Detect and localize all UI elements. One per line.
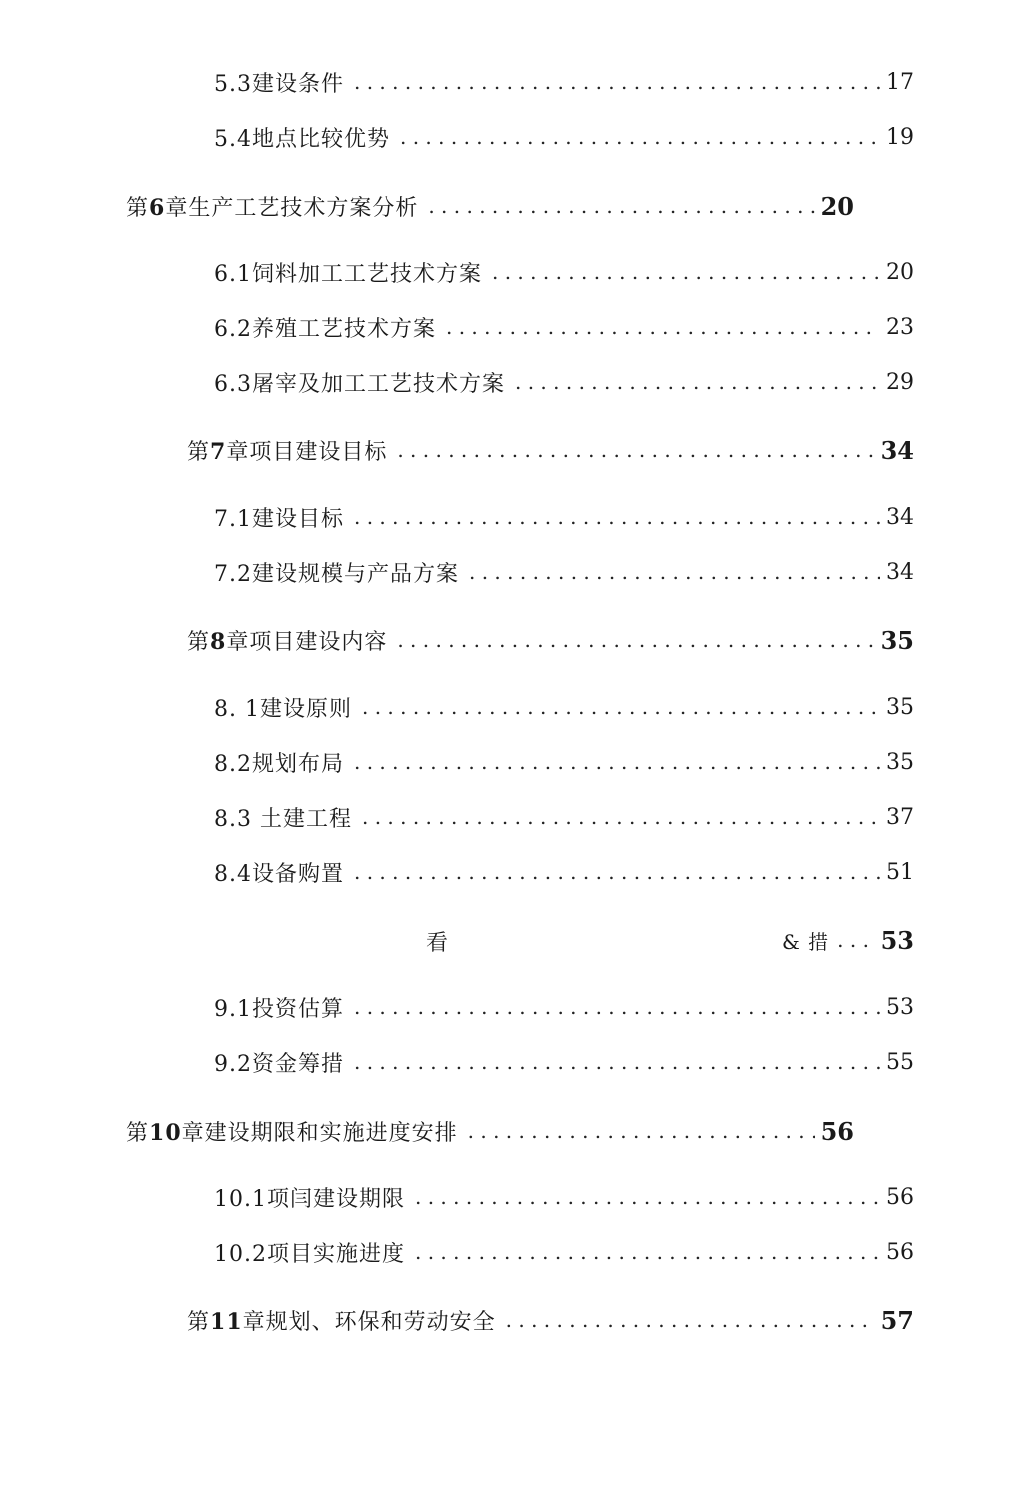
toc-entry-title: 10.1项闫建设期限 — [214, 1186, 405, 1212]
toc-entry[interactable] — [214, 552, 914, 592]
leader-dots — [354, 750, 880, 774]
toc-chapter[interactable] — [187, 620, 914, 660]
leader-dots — [397, 438, 874, 462]
toc-entry-page: 53 — [886, 994, 914, 1020]
toc-chapter[interactable] — [126, 186, 854, 226]
leader-dots — [354, 995, 880, 1019]
toc-entry-page: 51 — [886, 859, 914, 885]
toc-entry-page: 34 — [886, 504, 914, 530]
chapter-name: 章建设期限和实施进度安排 — [181, 1120, 458, 1146]
leader-dots — [362, 695, 880, 719]
leader-dots — [515, 370, 880, 394]
toc-entry-title: 10.2项目实施进度 — [214, 1241, 405, 1267]
toc-entry[interactable] — [214, 62, 914, 102]
leader-dots — [415, 1185, 880, 1209]
toc-entry[interactable] — [214, 742, 914, 782]
chapter-prefix: 第 — [187, 1309, 211, 1335]
toc-chapter-title: & 措 — [782, 929, 830, 954]
chapter-number: 10 — [149, 1119, 182, 1146]
toc-entry[interactable] — [214, 252, 914, 292]
toc-entry-page: 55 — [886, 1049, 914, 1075]
toc-entry-page: 29 — [886, 369, 914, 395]
toc-entry[interactable] — [214, 797, 914, 837]
leader-dots — [469, 560, 880, 584]
toc-entry-title: 5.4地点比较优势 — [214, 126, 390, 152]
leader-dots — [354, 70, 880, 94]
toc-entry[interactable] — [214, 362, 914, 402]
toc-entry-page: 56 — [886, 1184, 914, 1210]
toc-entry-title: 5.3建设条件 — [214, 71, 344, 97]
toc-chapter-page: 35 — [880, 625, 914, 655]
toc-entry-title: 9.2资金筹措 — [214, 1051, 344, 1077]
toc-entry-page: 34 — [886, 559, 914, 585]
chapter-prefix: 第 — [187, 439, 211, 465]
toc-chapter-page: 20 — [820, 191, 854, 221]
toc-entry-title: 6.1饲料加工工艺技术方案 — [214, 261, 482, 287]
toc-chapter-page: 53 — [880, 925, 914, 955]
toc-entry-page: 23 — [886, 314, 914, 340]
toc-entry-page: 20 — [886, 259, 914, 285]
toc-entry[interactable] — [214, 1232, 914, 1272]
leader-dots — [354, 1050, 880, 1074]
garbled-glyph: 看 — [426, 931, 449, 956]
leader-dots — [837, 928, 874, 952]
toc-chapter-title — [126, 191, 418, 222]
toc-chapter-title — [187, 625, 387, 656]
chapter-name: 章项目建设目标 — [226, 439, 388, 465]
chapter-name: 章项目建设内容 — [226, 629, 388, 655]
chapter-number: 11 — [210, 1308, 243, 1335]
chapter-number: 8 — [210, 628, 227, 655]
toc-entry-title: 8.4设备购置 — [214, 861, 344, 887]
toc-entry-title: 6.3屠宰及加工工艺技术方案 — [214, 371, 505, 397]
toc-entry[interactable] — [214, 852, 914, 892]
toc-chapter[interactable] — [126, 1111, 854, 1151]
toc-entry-page: 37 — [886, 804, 914, 830]
chapter-prefix: 第 — [126, 1120, 150, 1146]
toc-entry[interactable] — [214, 497, 914, 537]
chapter-prefix: 第 — [187, 629, 211, 655]
toc-entry-page: 35 — [886, 694, 914, 720]
chapter-name: 章规划、环保和劳动安全 — [242, 1309, 496, 1335]
toc-entry[interactable] — [214, 1177, 914, 1217]
chapter-name: 章生产工艺技术方案分析 — [165, 195, 419, 221]
toc-chapter[interactable] — [782, 920, 914, 960]
toc-entry-title: 8. 1建设原则 — [214, 696, 352, 722]
leader-dots — [468, 1119, 815, 1143]
toc-entry[interactable] — [214, 117, 914, 157]
toc-chapter-title — [187, 1305, 496, 1336]
leader-dots — [354, 860, 880, 884]
leader-dots — [446, 315, 880, 339]
leader-dots — [397, 628, 874, 652]
toc-chapter[interactable] — [187, 430, 914, 470]
toc-entry-page: 35 — [886, 749, 914, 775]
toc-entry-page: 17 — [886, 69, 914, 95]
toc-entry[interactable] — [214, 987, 914, 1027]
leader-dots — [415, 1240, 880, 1264]
toc-chapter-page: 34 — [880, 435, 914, 465]
toc-entry-title: 7.2建设规模与产品方案 — [214, 561, 459, 587]
leader-dots — [354, 505, 880, 529]
toc-entry-title: 6.2养殖工艺技术方案 — [214, 316, 436, 342]
chapter-prefix: 第 — [126, 195, 150, 221]
toc-entry[interactable] — [214, 687, 914, 727]
toc-chapter-page: 57 — [880, 1305, 914, 1335]
leader-dots — [492, 260, 880, 284]
toc-entry-title: 8.2规划布局 — [214, 751, 344, 777]
toc-entry-page: 19 — [886, 124, 914, 150]
chapter-number: 6 — [149, 194, 166, 221]
toc-entry-title: 9.1投资估算 — [214, 996, 344, 1022]
leader-dots — [428, 194, 814, 218]
toc-entry-title: 8.3 土建工程 — [214, 806, 352, 832]
toc-entry[interactable] — [214, 307, 914, 347]
toc-entry[interactable] — [214, 1042, 914, 1082]
toc-chapter-title — [187, 435, 387, 466]
toc-entry-page: 56 — [886, 1239, 914, 1265]
toc-chapter-title — [126, 1116, 458, 1147]
chapter-number: 7 — [210, 438, 227, 465]
leader-dots — [362, 805, 880, 829]
leader-dots — [506, 1308, 875, 1332]
toc-chapter-page: 56 — [820, 1116, 854, 1146]
toc-entry-title: 7.1建设目标 — [214, 506, 344, 532]
toc-chapter[interactable] — [187, 1300, 914, 1340]
leader-dots — [400, 125, 880, 149]
